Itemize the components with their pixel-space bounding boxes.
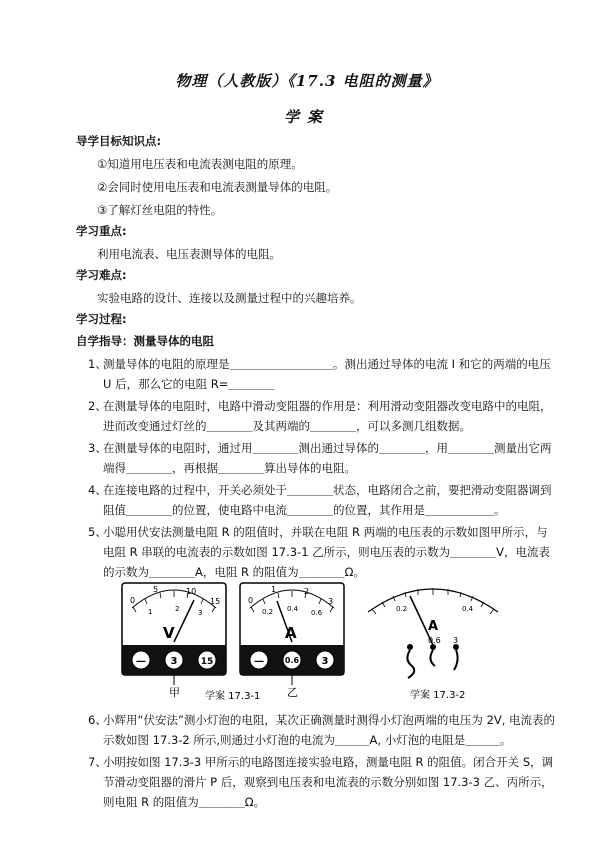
question-item: [88, 752, 558, 812]
ammeter-tick: 0: [248, 596, 254, 605]
ammeter-tick: 0.4: [287, 605, 299, 613]
goal-item: ①知道用电压表和电流表测电阻的原理。: [97, 157, 303, 171]
ammeter-figure: [240, 583, 344, 699]
ammeter-letter: A: [285, 624, 297, 642]
question-text: 在测量导体的电阻时，通过用＿＿＿＿测出通过导体的＿＿＿＿，用＿＿＿＿测量出它两端得＿＿＿＿，再根据＿＿＿＿算出导体的电阻。: [103, 441, 552, 475]
voltmeter-tick: 1: [148, 608, 153, 616]
ammeter-tick: 0.6: [311, 609, 323, 617]
question-text: 测量导体的电阻的原理是＿＿＿＿＿＿＿＿＿。测出通过导体的电流 I 和它的两端的电压 U 后，那么它的电阻 R=＿＿＿＿: [103, 357, 551, 391]
figure-caption: 学案 17.3-1: [205, 691, 261, 702]
goal-item: ②会同时使用电压表和电流表测量导体的电阻。: [97, 180, 338, 194]
voltmeter-terminal: —: [136, 656, 146, 667]
voltmeter-tick: 10: [186, 587, 197, 596]
ammeter-terminal: 0.6: [284, 656, 300, 665]
voltmeter-letter: V: [163, 624, 175, 642]
voltmeter-tick: 0: [130, 596, 136, 605]
guide-heading: 自学指导：测量导体的电阻: [76, 334, 214, 348]
ammeter-tick: 3: [328, 597, 334, 606]
question-number: 6、: [88, 713, 107, 727]
ammeter-label: 乙: [287, 686, 298, 699]
ammeter-terminal: —: [254, 656, 264, 667]
question-number: 5、: [88, 525, 107, 539]
meter3-letter: A: [428, 619, 439, 634]
question-text: 小聪用伏安法测量电阻 R 的阻值时，并联在电阻 R 两端的电压表的示数如图甲所示，与电阻 R 串联的电流表的示数如图 17.3-1 乙所示，则电压表的示数为＿＿＿＿V，电流表的示数为＿＿＿＿A，电阻 R 的阻值为＿＿＿＿Ω。: [103, 525, 551, 579]
meter3-terminal: 0.6: [428, 636, 441, 645]
page-subtitle: 学案: [283, 108, 330, 126]
voltmeter-label: 甲: [169, 686, 180, 699]
question-item: [88, 710, 558, 750]
ammeter-tick: 2: [304, 587, 310, 596]
meter3-caption: 学案 17.3-2: [410, 690, 466, 701]
voltmeter-figure: [122, 583, 226, 699]
ammeter-tick: 1: [271, 585, 277, 594]
question-number: 2、: [88, 399, 107, 413]
question-text: 小辉用“伏安法”测小灯泡的电阻，某次正确测量时测得小灯泡两端的电压为 2V, 电流表的示数如图 17.3-2 所示,则通过小灯泡的电流为＿＿＿A, 小灯泡的电阻是＿＿＿。: [103, 713, 556, 747]
key-text: 利用电流表、电压表测导体的电阻。: [97, 247, 281, 261]
question-text: 小明按如图 17.3-3 甲所示的电路图连接实验电路，测量电阻 R 的阻值。闭合开关 S，调节滑动变阻器的滑片 P 后，观察到电压表和电流表的示数分别如图 17.3-3 乙、丙所示，则电阻 R 的阻值为＿＿＿＿Ω。: [103, 755, 554, 809]
voltmeter-tick: 5: [153, 585, 159, 594]
question-number: 4、: [88, 483, 107, 497]
key-heading: 学习重点:: [76, 224, 127, 238]
ammeter-tick: 0.2: [262, 608, 274, 616]
difficult-text: 实验电路的设计、连接以及测量过程中的兴趣培养。: [97, 291, 362, 305]
question-number: 3、: [88, 441, 107, 455]
voltmeter-tick: 2: [175, 605, 180, 613]
voltmeter-tick: 15: [210, 597, 221, 606]
meter3-terminal: 3: [453, 636, 459, 645]
voltmeter-terminal: 3: [170, 656, 178, 667]
goal-item: ③了解灯丝电阻的特性。: [97, 203, 223, 217]
difficult-heading: 学习难点:: [76, 268, 127, 282]
page-title: 物理（人教版）《17.3 电阻的测量》: [175, 72, 439, 90]
meter3-tick: 0.4: [462, 605, 474, 613]
ammeter-terminal: 3: [321, 656, 329, 667]
voltmeter-terminal: 15: [200, 657, 214, 667]
question-number: 1、: [88, 357, 107, 371]
question-number: 7、: [88, 755, 107, 769]
process-heading: 学习过程:: [76, 312, 127, 326]
goals-heading: 导学目标知识点:: [76, 134, 162, 148]
voltmeter-tick: 3: [198, 609, 203, 617]
meter3-figure: [368, 588, 498, 701]
question-text: 在测量导体的电阻时，电路中滑动变阻器的作用是：利用滑动变阻器改变电路中的电阻，进而改变通过灯丝的＿＿＿＿及其两端的＿＿＿＿，可以多测几组数据。: [103, 399, 552, 433]
meter3-tick: 0.2: [396, 605, 408, 613]
question-text: 在连接电路的过程中，开关必须处于＿＿＿＿状态，电路闭合之前，要把滑动变阻器调到阻值＿＿＿＿的位置，使电路中电流＿＿＿＿的位置，其作用是＿＿＿＿＿＿。: [103, 483, 552, 517]
